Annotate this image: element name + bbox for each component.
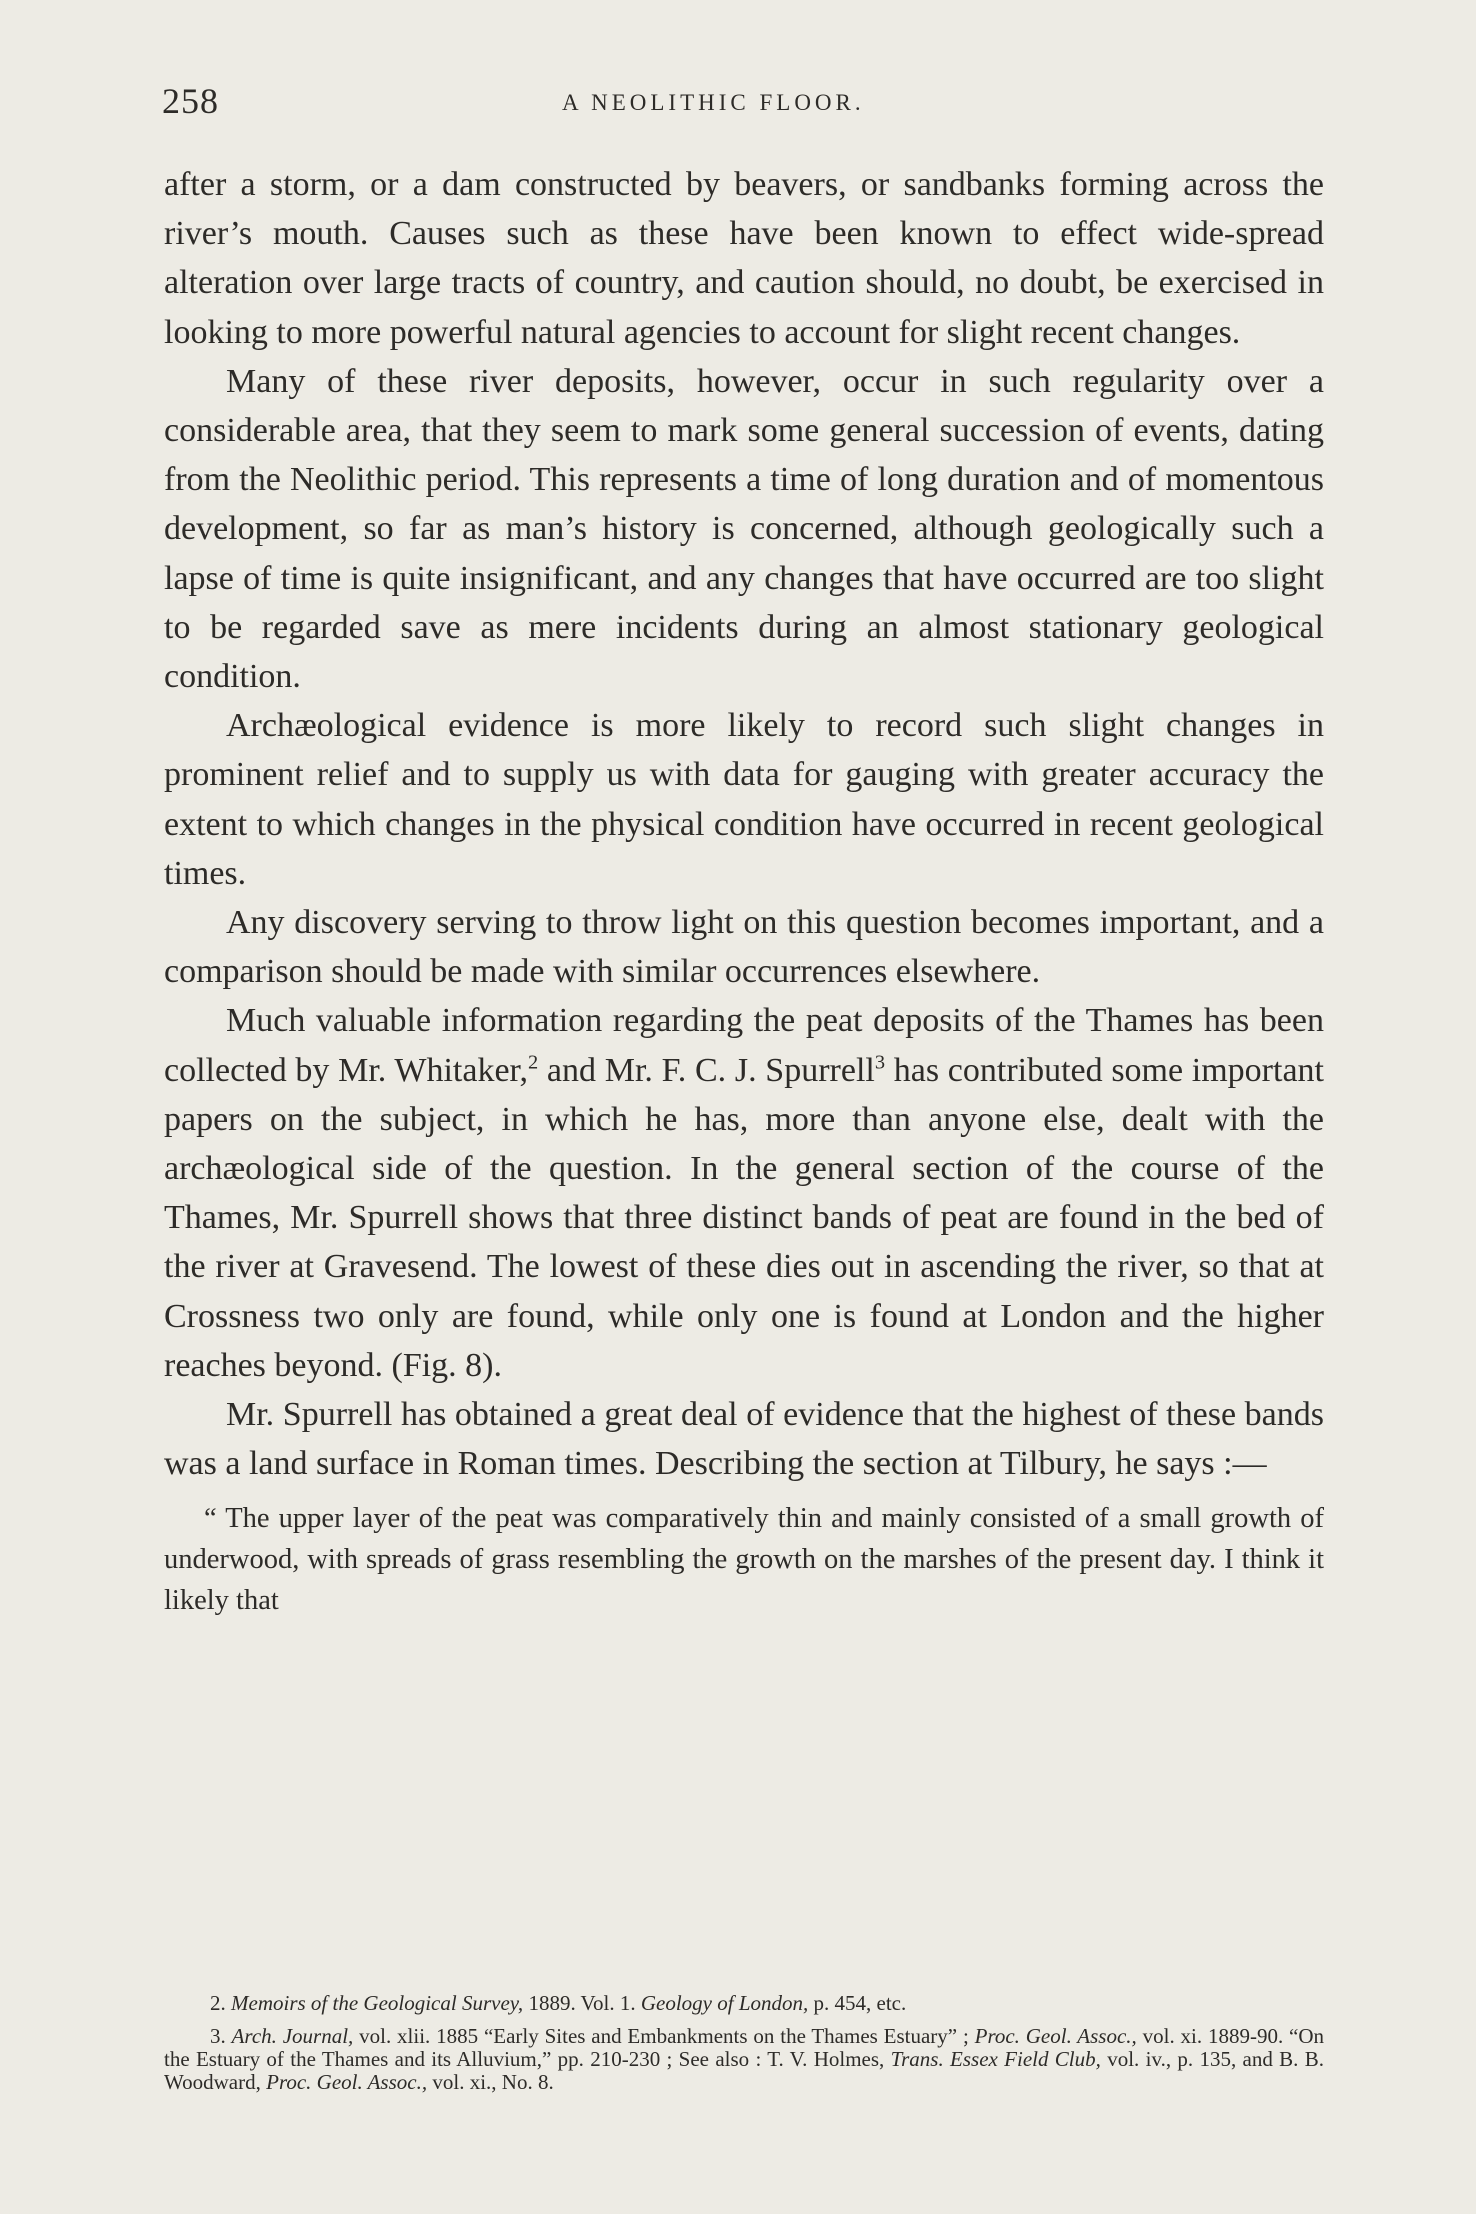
footnote-3-text-d: vol. xi., No. 8. <box>427 2070 554 2094</box>
footnote-2 <box>164 1992 1324 2015</box>
paragraph-6: Mr. Spurrell has obtained a great deal of evidence that the highest of these bands was a land surface in Roman times. Describing the section at Tilbury, he says :— <box>164 1396 1324 1483</box>
footnote-3-text-b: vol. xi. 1889-90. “On the Estuary of the Thames and its Alluvium,” pp. 210-230 ; See also : T. V. Holmes, <box>164 2024 1325 2071</box>
footnote-3-text-c: vol. iv., p. 135, and B. B. Woodward, <box>164 2047 1325 2094</box>
paragraph-1: after a storm, or a dam constructed by beavers, or sandbanks forming across the river’s mouth. Causes such as these have been known to effect wide-spread alteration over large tracts of country, and caution should, no doubt, be exercised in looking to more powerful natural agencies to account for slight recent changes. <box>164 166 1324 351</box>
paragraph-3: Archæological evidence is more likely to record such slight changes in prominent relief and to supply us with data for gauging with greater accuracy the extent to which changes in the physical condition have occurred in recent geological times. <box>164 707 1324 892</box>
footnote-3-title-3: Trans. Essex Field Club, <box>890 2047 1101 2071</box>
paragraph-5-text-c: has contributed some important papers on the subject, in which he has, more than anyone else, dealt with the archæological side of the question. In the general section of the course of the Thames, Mr. Spurrell shows that three distinct bands of peat are found in the bed of the river at Gravesend. The lowest of these dies out in ascending the river, so that at Crossness two only are found, while only one is found at London and the higher reaches beyond. (Fig. 8). <box>164 1051 1324 1384</box>
footnotes <box>164 1992 1324 2104</box>
footnote-3-title-4: Proc. Geol. Assoc., <box>266 2070 428 2094</box>
footnote-3 <box>164 2025 1324 2094</box>
footnote-2-end: p. 454, etc. <box>808 1991 907 2015</box>
paragraph-5-text-b: and Mr. F. C. J. Spurrell <box>538 1051 875 1089</box>
paragraph-5-text-a: Much valuable information regarding the peat deposits of the Thames has been collected by Mr. Whitaker, <box>164 1002 1324 1089</box>
footnote-2-title-2: Geology of London, <box>640 1991 809 2015</box>
footnote-2-title: Memoirs of the Geological Survey, <box>231 1991 524 2015</box>
footnote-ref-2: 2 <box>528 1051 539 1074</box>
page-number: 258 <box>162 81 219 121</box>
footnote-2-number: 2. <box>210 1991 226 2015</box>
footnote-3-number: 3. <box>210 2024 226 2048</box>
footnote-3-title: Arch. Journal, <box>231 2024 354 2048</box>
block-quote: “ The upper layer of the peat was comparatively thin and mainly consisted of a small growth of underwood, with spreads of grass resembling the growth on the marshes of the present day. I think it likely that <box>164 1503 1324 1617</box>
footnote-3-text-a: vol. xlii. 1885 “Early Sites and Embankments on the Thames Estuary” ; <box>353 2024 975 2048</box>
paragraph-2: Many of these river deposits, however, occur in such regularity over a considerable area, that they seem to mark some general succession of events, dating from the Neolithic period. This represents a time of long duration and of momentous development, so far as man’s history is concerned, although geologically such a lapse of time is quite insignificant, and any changes that have occurred are too slight to be regarded save as mere incidents during an almost stationary geological condition. <box>164 362 1324 696</box>
paragraph-5 <box>164 996 1324 1390</box>
body-text <box>164 160 1324 1621</box>
running-head: A NEOLITHIC FLOOR. <box>562 90 865 115</box>
footnote-2-text: 1889. Vol. 1. <box>523 1991 641 2015</box>
paragraph-4: Any discovery serving to throw light on this question becomes important, and a comparison should be made with similar occurrences elsewhere. <box>164 904 1324 991</box>
footnote-ref-3: 3 <box>874 1051 886 1074</box>
footnote-3-title-2: Proc. Geol. Assoc., <box>974 2024 1137 2048</box>
page-header <box>162 80 1322 130</box>
